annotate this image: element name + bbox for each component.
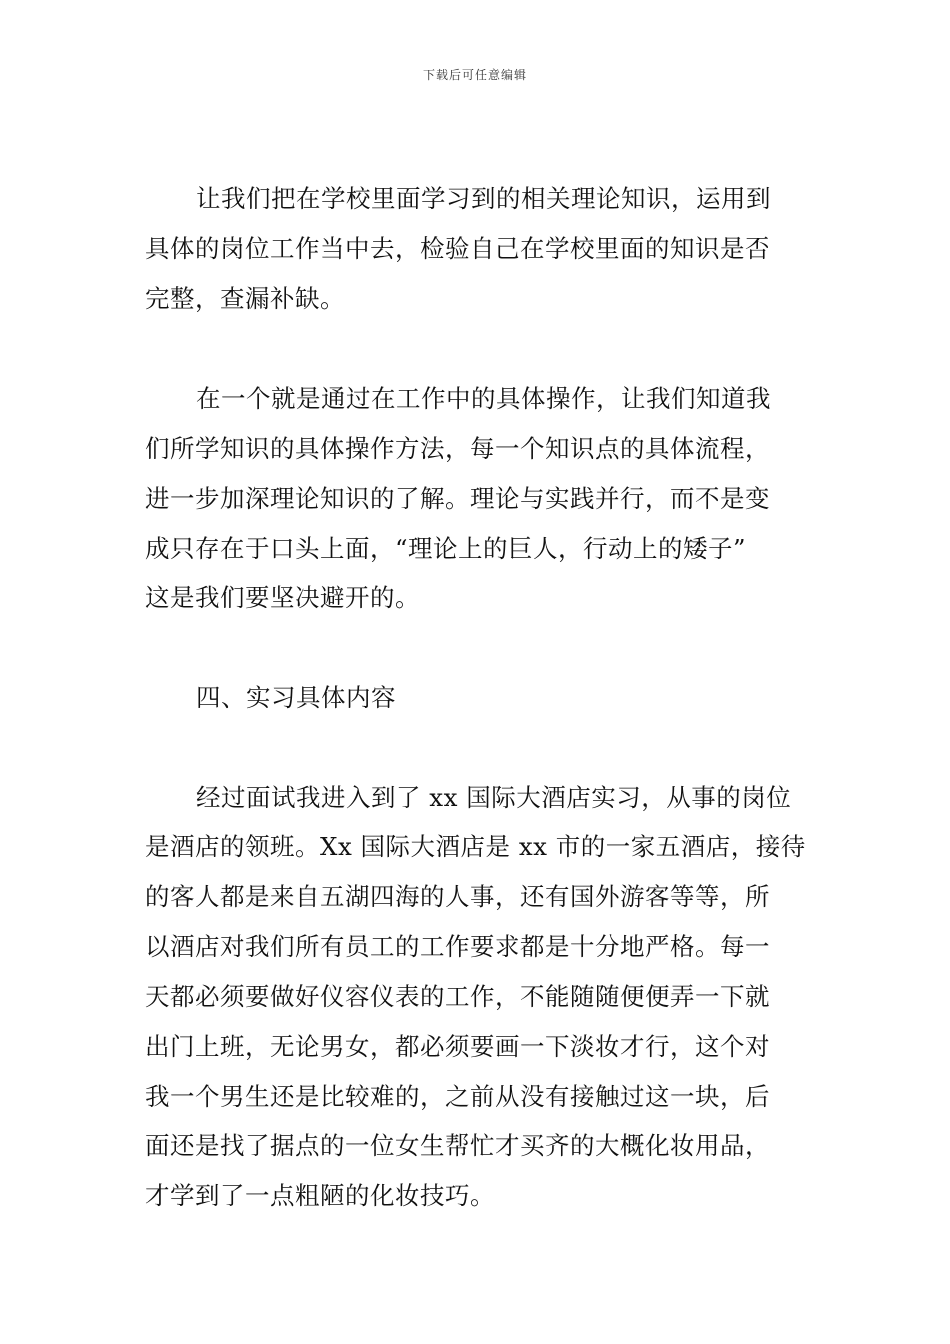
- paragraph-line: 成只存在于口头上面，“理论上的巨人，行动上的矮子”: [145, 534, 747, 563]
- section-heading-text: 四、实习具体内容: [196, 683, 396, 712]
- paragraph-line: 天都必须要做好仪容仪表的工作，不能随随便便弄一下就: [145, 982, 770, 1011]
- paragraph-line: 面还是找了据点的一位女生帮忙才买齐的大概化妆用品，: [145, 1131, 770, 1160]
- paragraph-line: 们所学知识的具体操作方法，每一个知识点的具体流程，: [145, 434, 770, 463]
- paragraph-line: 是酒店的领班。Xx 国际大酒店是 xx 市的一家五酒店，接待: [145, 832, 806, 861]
- paragraph-line: 才学到了一点粗陋的化妆技巧。: [145, 1181, 495, 1210]
- paragraph-line: 让我们把在学校里面学习到的相关理论知识，运用到: [196, 184, 771, 213]
- paragraph-line: 这是我们要坚决避开的。: [145, 583, 420, 612]
- page-header: 下载后可任意编辑: [422, 68, 527, 82]
- paragraph-line: 在一个就是通过在工作中的具体操作，让我们知道我: [196, 384, 771, 413]
- paragraph-line: 以酒店对我们所有员工的工作要求都是十分地严格。每一: [145, 932, 770, 961]
- paragraph-line: 进一步加深理论知识的了解。理论与实践并行，而不是变: [145, 484, 770, 513]
- paragraph-line: 我一个男生还是比较难的，之前从没有接触过这一块，后: [145, 1082, 770, 1111]
- paragraph-line: 的客人都是来自五湖四海的人事，还有国外游客等等，所: [145, 882, 770, 911]
- paragraph-line: 完整，查漏补缺。: [145, 284, 345, 313]
- paragraph-line: 出门上班，无论男女，都必须要画一下淡妆才行，这个对: [145, 1032, 770, 1061]
- paragraph-line: 具体的岗位工作当中去，检验自己在学校里面的知识是否: [145, 234, 770, 263]
- paragraph-line: 经过面试我进入到了 xx 国际大酒店实习，从事的岗位: [196, 783, 792, 812]
